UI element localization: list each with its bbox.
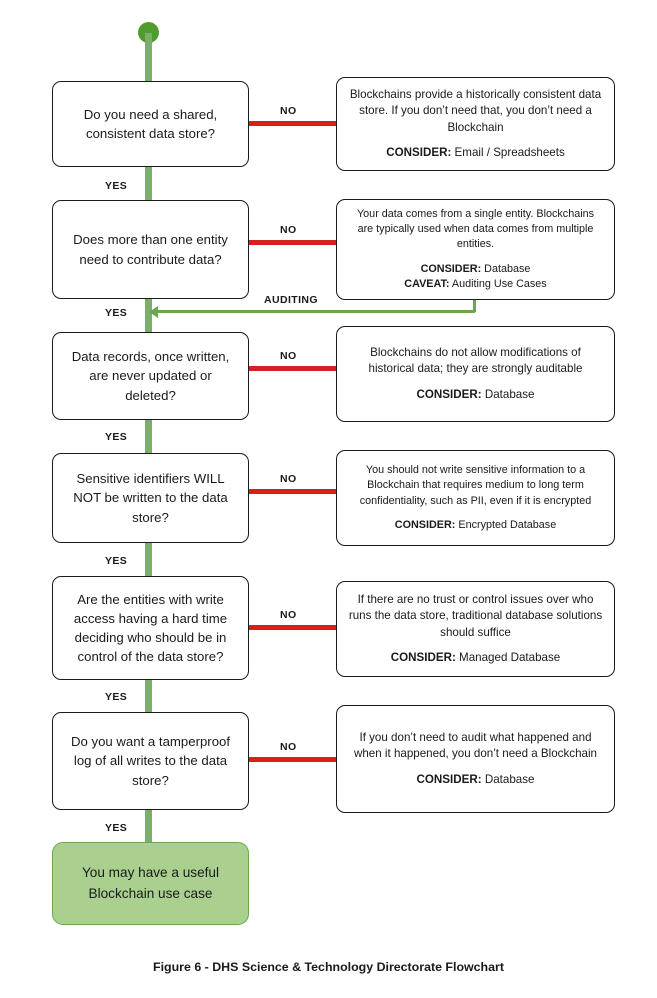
question-text-1: Do you need a shared, consistent data store? (83, 106, 218, 141)
answer-caveat-value-2: Auditing Use Cases (451, 277, 547, 290)
answer-consider-value-6: Database (484, 772, 535, 786)
no-branch-label-6: NO (280, 741, 297, 753)
answer-consider-6 (348, 772, 603, 788)
answer-caveat-prefix-2: CAVEAT: (404, 277, 450, 290)
answer-reason-1: Blockchains provide a historically consistent data store. If you don’t need that, you don’t need a Blockchain (349, 88, 602, 134)
question-text-4: Sensitive identifiers WILL NOT be written to the data store? (73, 471, 228, 525)
answer-reason-5: If there are no trust or control issues over who runs the data store, traditional database solutions should suffice (348, 593, 603, 639)
answer-consider-2 (348, 262, 603, 277)
terminal-label: You may have a useful Blockchain use case (81, 865, 220, 901)
answer-consider-1 (348, 145, 603, 161)
no-branch-line-5 (249, 625, 336, 630)
answer-caveat-2 (348, 277, 603, 292)
question-text-3: Data records, once written, are never updated or deleted? (71, 349, 230, 403)
answer-consider-prefix-2: CONSIDER: (420, 262, 482, 275)
no-branch-label-5: NO (280, 609, 297, 621)
answer-consider-value-2: Database (484, 262, 531, 275)
answer-reason-4: You should not write sensitive information to a Blockchain that requires medium to long term confidentiality, such as PII, even if it is encrypted (359, 464, 592, 507)
answer-box-6[interactable] (336, 705, 615, 813)
yes-branch-label-2: YES (105, 307, 128, 319)
spine-segment-start (145, 33, 152, 85)
no-branch-label-4: NO (280, 473, 297, 485)
question-text-5: Are the entities with write access having a hard time deciding who should be in control of the data store? (73, 591, 228, 665)
answer-reason-6: If you don’t need to audit what happened and when it happened, you don’t need a Blockchain (353, 731, 597, 761)
answer-box-5[interactable] (336, 581, 615, 677)
no-branch-label-3: NO (280, 350, 297, 362)
answer-consider-value-4: Encrypted Database (458, 518, 557, 531)
answer-reason-3: Blockchains do not allow modifications of historical data; they are strongly auditable (368, 346, 583, 376)
answer-box-4[interactable] (336, 450, 615, 546)
no-branch-label-2: NO (280, 224, 297, 236)
auditing-feedback-arrowhead (149, 306, 158, 318)
auditing-feedback-line (157, 310, 475, 313)
question-box-3[interactable] (52, 332, 249, 420)
question-box-4[interactable] (52, 453, 249, 543)
answer-box-3[interactable] (336, 326, 615, 422)
answer-consider-value-3: Database (484, 387, 535, 401)
question-box-5[interactable] (52, 576, 249, 680)
spine-segment-1 (145, 166, 152, 201)
answer-consider-5 (348, 650, 603, 666)
question-box-2[interactable] (52, 200, 249, 299)
yes-branch-label-6: YES (105, 822, 128, 834)
answer-consider-3 (348, 387, 603, 403)
yes-branch-label-3: YES (105, 431, 128, 443)
spine-segment-3 (145, 419, 152, 454)
answer-consider-prefix-6: CONSIDER: (416, 772, 482, 786)
no-branch-line-1 (249, 121, 336, 126)
answer-consider-value-5: Managed Database (459, 650, 561, 664)
yes-branch-label-1: YES (105, 180, 128, 192)
answer-box-2[interactable] (336, 199, 615, 300)
answer-box-1[interactable] (336, 77, 615, 171)
answer-consider-prefix-4: CONSIDER: (394, 518, 456, 531)
figure-caption: Figure 6 - DHS Science & Technology Directorate Flowchart (153, 960, 504, 974)
no-branch-line-6 (249, 757, 336, 762)
question-text-2: Does more than one entity need to contribute data? (73, 232, 228, 267)
yes-branch-label-5: YES (105, 691, 128, 703)
spine-segment-4 (145, 543, 152, 578)
question-box-6[interactable] (52, 712, 249, 810)
no-branch-line-3 (249, 366, 336, 371)
answer-consider-value-1: Email / Spreadsheets (454, 145, 565, 159)
question-box-1[interactable] (52, 81, 249, 167)
no-branch-line-2 (249, 240, 336, 245)
question-text-6: Do you want a tamperproof log of all writes to the data store? (70, 734, 231, 788)
terminal-node[interactable] (52, 842, 249, 925)
answer-consider-4 (348, 518, 603, 533)
answer-consider-prefix-3: CONSIDER: (416, 387, 482, 401)
spine-segment-6 (145, 810, 152, 845)
no-branch-line-4 (249, 489, 336, 494)
answer-consider-prefix-1: CONSIDER: (386, 145, 452, 159)
answer-consider-caveat-group-2 (348, 262, 603, 292)
no-branch-label-1: NO (280, 105, 297, 117)
spine-segment-5 (145, 679, 152, 714)
answer-reason-2: Your data comes from a single entity. Blockchains are typically used when data comes from multiple entities. (356, 208, 595, 251)
answer-consider-prefix-5: CONSIDER: (390, 650, 456, 664)
auditing-feedback-label: AUDITING (264, 294, 318, 306)
yes-branch-label-4: YES (105, 555, 128, 567)
